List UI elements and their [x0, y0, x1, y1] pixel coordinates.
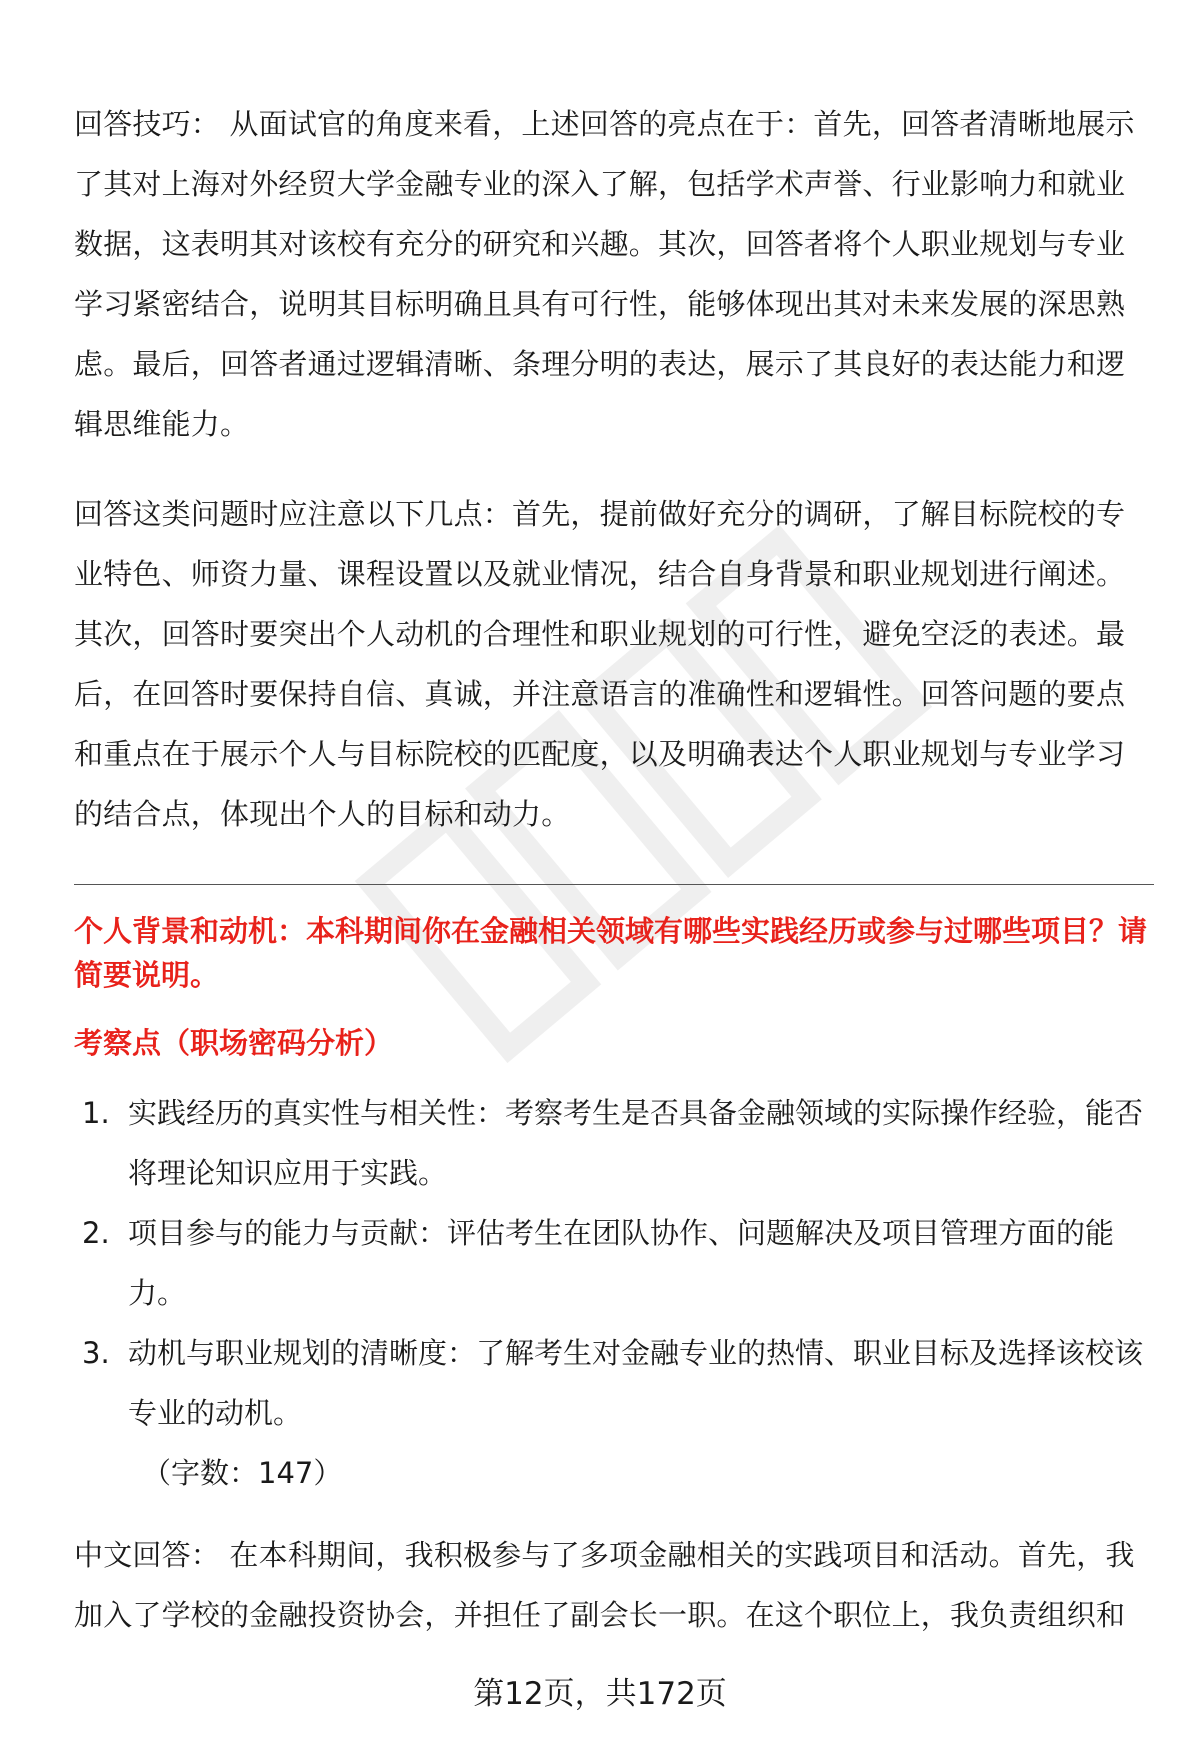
analysis-heading: 考察点（职场密码分析） — [74, 1026, 394, 1060]
list-item — [74, 1323, 1154, 1443]
list-item-text: 动机与职业规划的清晰度：了解考生对金融专业的热情、职业目标及选择该校该专业的动机。 — [128, 1336, 1144, 1430]
list-item-number: 3. — [82, 1336, 110, 1370]
page-indicator: 第12页，共172页 — [473, 1676, 727, 1712]
chinese-answer-paragraph: 中文回答： 在本科期间，我积极参与了多项金融相关的实践项目和活动。首先，我加入了学校的金融投资协会，并担任了副会长一职。在这个职位上，我负责组织和 — [74, 1538, 1135, 1632]
list-item — [74, 1083, 1154, 1203]
answer-notes-paragraph: 回答这类问题时应注意以下几点：首先，提前做好充分的调研，了解目标院校的专业特色、师资力量、课程设置以及就业情况，结合自身背景和职业规划进行阐述。其次，回答时要突出个人动机的合理性和职业规划的可行性，避免空泛的表述。最后，在回答时要保持自信、真诚，并注意语言的准确性和逻辑性。回答问题的要点和重点在于展示个人与目标院校的匹配度，以及明确表达个人职业规划与专业学习的结合点，体现出个人的目标和动力。 — [74, 497, 1126, 831]
list-item-number: 1. — [82, 1096, 110, 1130]
document-body — [74, 94, 1154, 1645]
word-count: （字数：147） — [142, 1456, 343, 1490]
section-divider — [74, 884, 1154, 885]
question-title: 个人背景和动机：本科期间你在金融相关领域有哪些实践经历或参与过哪些项目？请简要说明。 — [74, 914, 1148, 992]
list-item-number: 2. — [82, 1216, 110, 1250]
analysis-point-list — [74, 1083, 1154, 1443]
answer-tips-paragraph: 回答技巧： 从面试官的角度来看，上述回答的亮点在于：首先，回答者清晰地展示了其对上海对外经贸大学金融专业的深入了解，包括学术声誉、行业影响力和就业数据，这表明其对该校有充分的研究和兴趣。其次，回答者将个人职业规划与专业学习紧密结合，说明其目标明确且具有可行性，能够体现出其对未来发展的深思熟虑。最后，回答者通过逻辑清晰、条理分明的表达，展示了其良好的表达能力和逻辑思维能力。 — [74, 107, 1135, 441]
list-item-text: 实践经历的真实性与相关性：考察考生是否具备金融领域的实际操作经验，能否将理论知识应用于实践。 — [128, 1096, 1144, 1190]
list-item — [74, 1203, 1154, 1323]
list-item-text: 项目参与的能力与贡献：评估考生在团队协作、问题解决及项目管理方面的能力。 — [128, 1216, 1115, 1310]
